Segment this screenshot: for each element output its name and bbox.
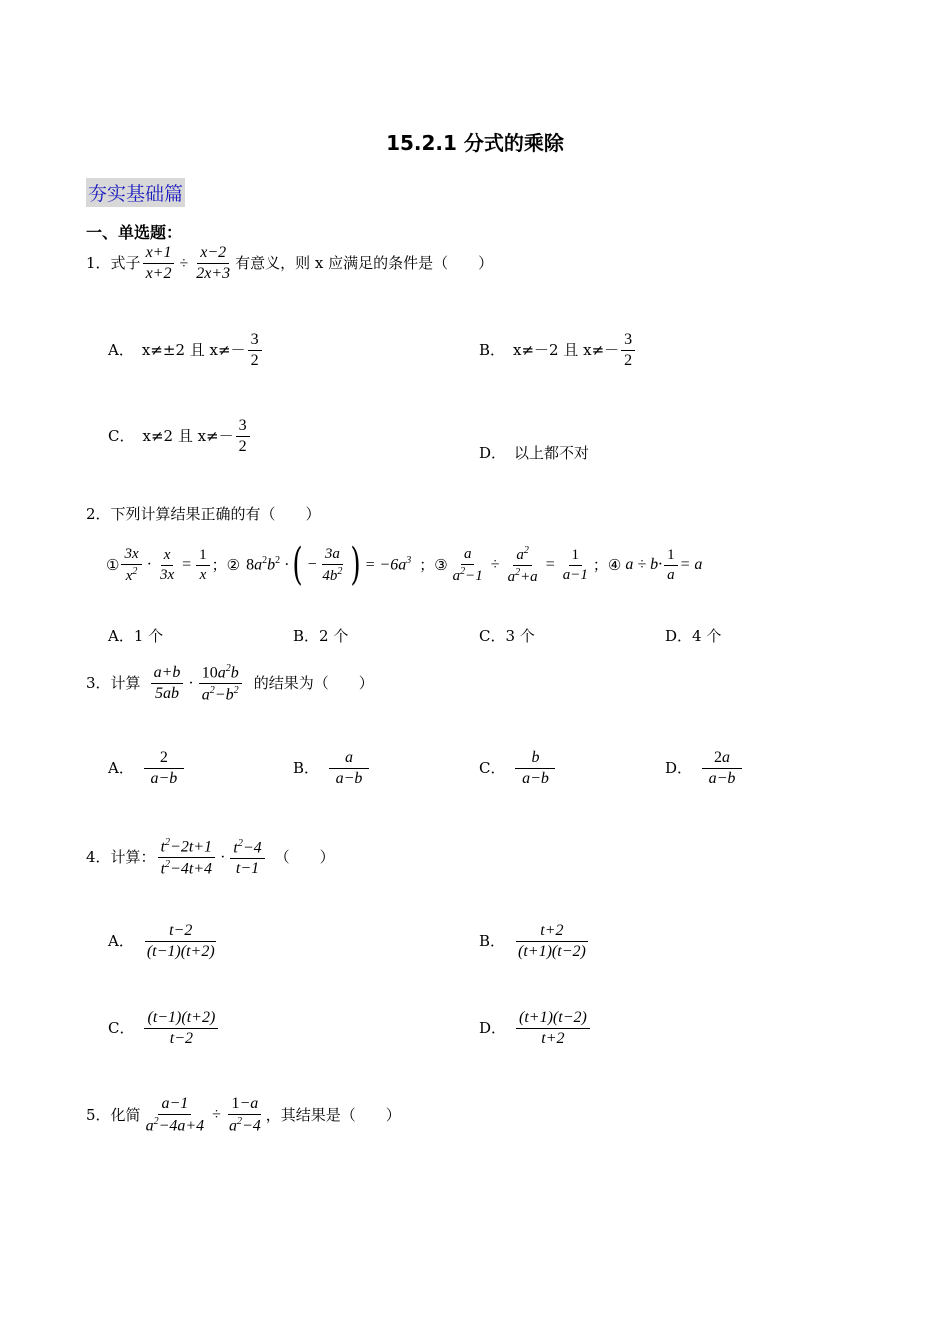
option-a[interactable]: A． $\frac{2}{a-b}$ [108,750,186,787]
fraction: $\frac{x-2}{2x+3}$ [196,244,231,282]
question-text: 化简 [110,1105,141,1124]
question-number: 2． [86,505,111,523]
question-text: 下列计算结果正确的有（ ） [110,505,321,523]
option-a[interactable]: A．1 个 [108,627,164,645]
option-d[interactable]: D． 以上都不对 [479,444,590,462]
question-type-heading: 一、单选题： [86,223,183,242]
question-1: 1． 式子 $\frac{x+1}{x+2}$ ÷ $\frac{x-2}{2x+3}$ 有意义，则 x 应满足的条件是（ ） [86,244,494,282]
option-a[interactable]: A． $\frac{t-2}{(t-1)(t+2)}$ [108,922,215,960]
question-text: 式子 [110,254,141,272]
question-text: 计算： [110,848,156,867]
option-c[interactable]: C． $\frac{(t-1)(t+2)}{t-2}$ [108,1010,220,1047]
question-text: 有意义，则 x 应满足的条件是（ ） [235,254,494,272]
option-a[interactable]: A． x≠±2 且 x≠－ $\frac{3}{2}$ [108,332,264,369]
question-text: 计算 [110,674,141,693]
page-title: 15.2.1 分式的乘除 [386,131,564,155]
question-number: 1． [86,254,111,272]
question-3: 3． 计算 $\frac{a+b}{5ab}$ · $\frac{10a^2b}{a^2-b^2}$ 的结果为（ ） [86,663,374,704]
fraction: $\frac{x+1}{x+2}$ [143,245,175,282]
option-c[interactable]: C． $\frac{b}{a-b}$ [479,750,557,787]
option-d[interactable]: D．4 个 [665,627,722,645]
question-text: 的结果为（ ） [253,674,374,693]
option-b[interactable]: B． x≠－2 且 x≠－ $\frac{3}{2}$ [479,332,637,369]
question-5: 5． 化简 $\frac{a-1}{a^2-4a+4}$ ÷ $\frac{1-a}{a^2-4}$ ，其结果是（ ） [86,1095,401,1135]
option-b[interactable]: B． $\frac{t+2}{(t+1)(t-2)}$ [479,922,586,960]
section-label: 夯实基础篇 [86,178,185,207]
question-2 [86,507,321,522]
option-d[interactable]: D． $\frac{(t+1)(t-2)}{t+2}$ [479,1010,592,1047]
option-b[interactable]: B． $\frac{a}{a-b}$ [293,750,371,787]
question-2-expressions: ① $\frac{3x}{x^2}$ · $\frac{x}{3x}$ = $\frac{1}{x}$ ； ② $8a^2b^2$ · ( − $\frac{3a}{4b^2}$ ) = $-6a^3$ ； ③ $\frac{a}{a^2-1}$ ÷ $\frac{a^2}{a^2+a}$ = $\frac{1}{a-1}$ ； ④ a ÷ b· $\frac{1}{a}$ = a [106,539,703,590]
question-text: ，其结果是（ ） [265,1105,401,1124]
option-c[interactable]: C．3 个 [479,627,535,645]
question-number: 3． [86,674,111,693]
question-number: 5． [86,1105,111,1124]
option-d[interactable]: D． $\frac{2a}{a-b}$ [665,750,744,787]
option-b[interactable]: B．2 个 [293,627,349,645]
question-4: 4． 计算： $\frac{t^2-2t+1}{t^2-4t+4}$ · $\frac{t^2-4}{t-1}$ （ ） [86,837,335,878]
question-text: （ ） [274,848,335,867]
option-c[interactable]: C． x≠2 且 x≠－ $\frac{3}{2}$ [108,418,252,455]
question-number: 4． [86,848,111,867]
